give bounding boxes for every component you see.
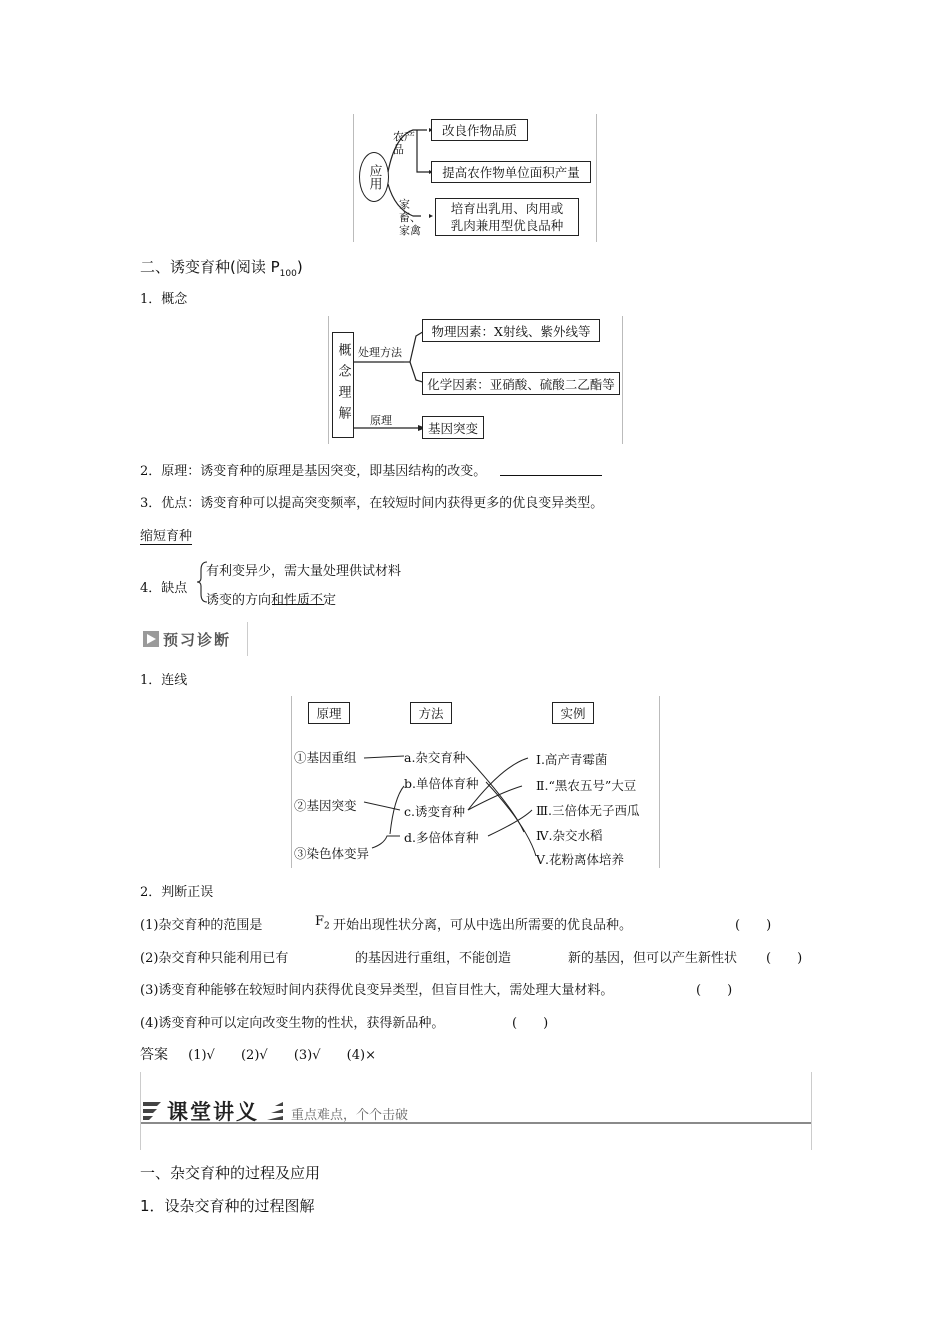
example-2: Ⅱ.“黑农五号”大豆 (536, 778, 637, 793)
section2-title-text: 二、诱变育种(阅读 P (140, 258, 280, 276)
item4-label: 4．缺点 (140, 581, 188, 596)
figure-border-right (596, 114, 597, 242)
banner-stripes-icon (143, 1100, 165, 1120)
method-a: a.杂交育种 (404, 750, 466, 765)
circle-text: 应用 (366, 164, 382, 190)
answer-3: (3)√ (293, 1048, 321, 1063)
concept-diagram (330, 316, 622, 444)
head-example: 实例 (552, 702, 594, 724)
item1-concept: 1．概念 (140, 292, 188, 307)
answer-label: 答案 (140, 1047, 168, 1063)
figure2-border-left (328, 316, 329, 444)
application-diagram (355, 114, 595, 242)
preview-diagnosis-banner (140, 622, 248, 656)
play-triangle-icon (143, 631, 159, 647)
box-concept-text: 概念理解 (335, 343, 351, 427)
item2-blank (500, 474, 602, 476)
item4-line1: 有利变异少，需大量处理供试材料 (206, 564, 402, 579)
item2-principle: 2．原理：诱变育种的原理是基因突变，即基因结构的改变。 (140, 464, 487, 479)
preview-title: 预习诊断 (163, 631, 232, 649)
section2-title-tail: ) (296, 258, 303, 276)
method-b: b.单倍体育种 (404, 776, 479, 791)
branch-crop-label: 农产品 (393, 130, 415, 156)
principle-2: ②基因突变 (294, 798, 357, 813)
matching-diagram (292, 696, 658, 868)
example-4: Ⅳ.杂交水稻 (536, 828, 603, 843)
banner-stripes-right-icon (265, 1100, 283, 1120)
box3-line2: 乳肉兼用型优良品种 (450, 218, 564, 233)
answer-2: (2)√ (240, 1048, 268, 1063)
section-hybrid-breeding-item1: 1．设杂交育种的过程图解 (140, 1197, 315, 1215)
banner-subtitle: 重点难点，个个击破 (291, 1108, 409, 1123)
classroom-banner (140, 1072, 812, 1150)
box-improve-quality: 改良作物品质 (431, 119, 528, 141)
question1-part-a: (1)杂交育种的范围是 (140, 918, 263, 933)
head-method: 方法 (410, 702, 452, 724)
question4-answer-slot[interactable]: ( ) (512, 1016, 549, 1031)
example-3: Ⅲ.三倍体无子西瓜 (536, 803, 640, 818)
answer-row (140, 1044, 376, 1064)
question1-answer-slot[interactable]: ( ) (735, 918, 772, 933)
answer-1: (1)√ (188, 1048, 215, 1063)
head-principle: 原理 (308, 702, 350, 724)
figure-border-left (353, 114, 354, 242)
question1-f-letter: F (315, 914, 325, 929)
question2-answer-slot[interactable]: ( ) (766, 951, 803, 966)
example-1: Ⅰ.高产青霉菌 (536, 752, 608, 767)
branch-livestock-label: 家畜、家禽 (399, 198, 421, 237)
question2-part-c: 新的基因，但可以产生新性状 (568, 951, 738, 966)
principle-1: ①基因重组 (294, 750, 357, 765)
answer-4: (4)× (346, 1048, 376, 1063)
figure2-border-right (622, 316, 623, 444)
practice1-label: 1．连线 (140, 673, 188, 688)
question3: (3)诱变育种能够在较短时间内获得优良变异类型，但盲目性大，需处理大量材料。 (140, 983, 614, 998)
question2-part-a: (2)杂交育种只能利用已有 (140, 951, 289, 966)
label-principle: 原理 (370, 414, 392, 427)
method-d: d.多倍体育种 (404, 830, 479, 845)
item3-tail: 缩短育种 (140, 525, 192, 545)
item4-blank (272, 603, 324, 605)
box-physical-factors: 物理因素：X射线、紫外线等 (422, 319, 600, 342)
item4-line2: 诱变的方向和性质不定 (206, 593, 337, 608)
box3-line1: 培育出乳用、肉用或 (450, 201, 564, 216)
banner-title: 课堂讲义 (167, 1100, 259, 1124)
section-mutation-breeding-title (140, 256, 303, 279)
question2-part-b: 的基因进行重组，不能创造 (355, 951, 512, 966)
box-breed-livestock (435, 198, 579, 236)
question1-part-b: 开始出现性状分离，可从中选出所需要的优良品种。 (333, 918, 633, 933)
label-method: 处理方法 (358, 346, 402, 359)
question3-answer-slot[interactable]: ( ) (696, 983, 733, 998)
section-hybrid-breeding-title: 一、杂交育种的过程及应用 (140, 1164, 321, 1182)
method-c: c.诱变育种 (404, 804, 465, 819)
question4: (4)诱变育种可以定向改变生物的性状，获得新品种。 (140, 1016, 445, 1031)
box-chemical-factors: 化学因素：亚硝酸、硫酸二乙酯等 (422, 372, 620, 395)
question1-f-subscript: 2 (324, 921, 330, 932)
box-increase-yield: 提高农作物单位面积产量 (431, 161, 591, 183)
principle-3: ③染色体变异 (294, 846, 370, 861)
practice2-label: 2．判断正误 (140, 885, 214, 900)
section2-subscript: 100 (279, 269, 297, 279)
box-gene-mutation: 基因突变 (422, 416, 484, 439)
question1-f (315, 914, 330, 932)
item3-advantage: 3．优点：诱变育种可以提高突变频率，在较短时间内获得更多的优良变异类型。 (140, 496, 604, 511)
figure3-border-right (659, 696, 660, 868)
example-5: Ⅴ.花粉离体培养 (536, 852, 625, 867)
